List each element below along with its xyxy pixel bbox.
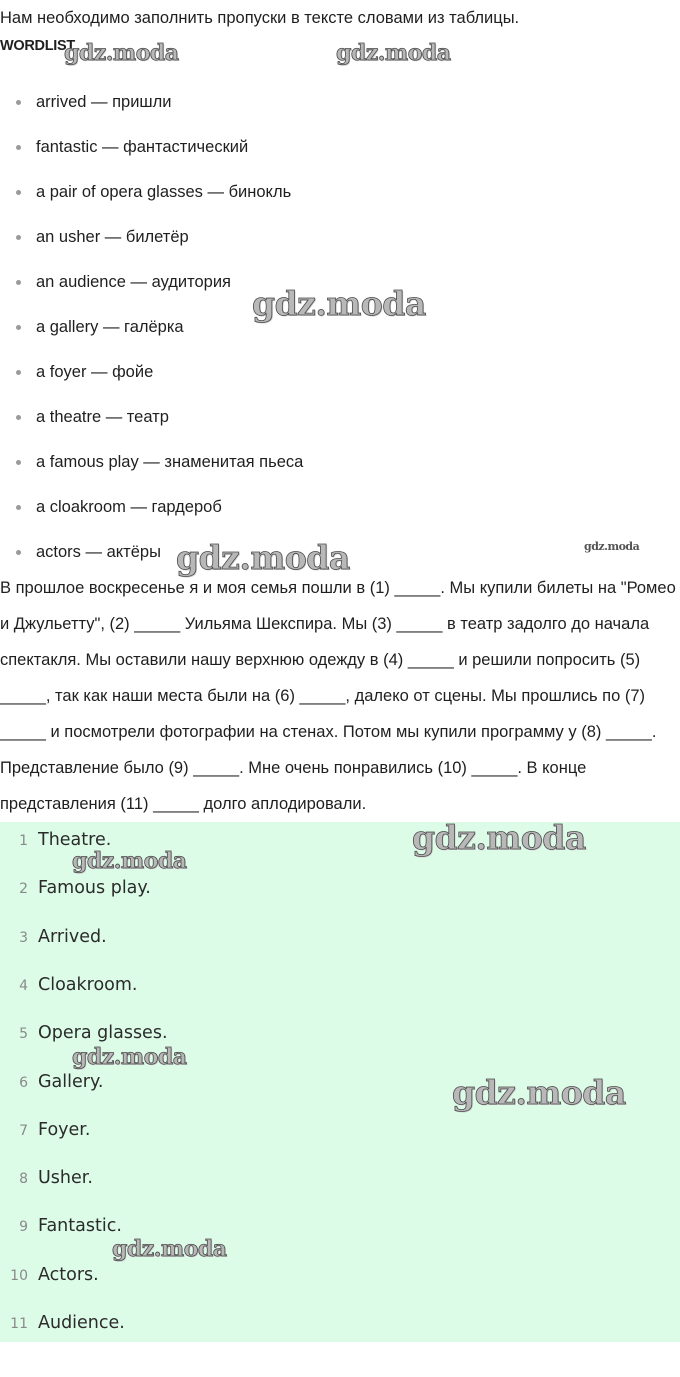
answer-text: Fantastic. [38,1216,122,1236]
vocab-text: arrived — пришли [36,93,172,111]
answer-text: Usher. [38,1168,93,1188]
answer-item [0,1017,168,1049]
answer-number: 10 [10,1268,28,1284]
vocab-text: a gallery — галёрка [36,318,184,336]
answer-number: 5 [19,1026,28,1042]
answer-text: Cloakroom. [38,975,138,995]
answer-item [0,1162,93,1194]
bullet-icon [16,235,21,240]
vocab-item [0,260,680,305]
watermark-logo: gdz.moda [252,284,426,323]
answer-text: Gallery. [38,1072,104,1092]
vocab-text: a pair of opera glasses — бинокль [36,183,292,201]
answer-number: 7 [19,1123,28,1139]
bullet-icon [16,325,21,330]
answer-number: 9 [19,1219,28,1235]
answer-number: 11 [10,1316,28,1332]
watermark-logo: gdz.moda [452,1073,626,1112]
watermark-logo: gdz.moda [336,40,451,66]
vocab-item [0,485,680,530]
bullet-icon [16,145,21,150]
answer-item [0,969,137,1001]
bullet-icon [16,190,21,195]
answer-text: Foyer. [38,1120,91,1140]
answer-item [0,1066,103,1098]
task-instruction: Нам необходимо заполнить пропуски в тексте словами из таблицы. [0,9,520,27]
vocabulary-list [0,80,680,575]
vocab-text: a cloakroom — гардероб [36,498,222,516]
vocab-item [0,125,680,170]
answer-text: Actors. [38,1265,99,1285]
answer-number: 4 [19,978,28,994]
vocab-text: an audience — аудитория [36,273,231,291]
bullet-icon [16,100,21,105]
vocab-text: fantastic — фантастический [36,138,249,156]
watermark-logo: gdz.moda [64,40,179,66]
watermark-logo: gdz.moda [72,848,187,874]
vocab-item [0,350,680,395]
vocab-item [0,530,680,575]
watermark-logo: gdz.moda [112,1236,227,1262]
answer-text: Famous play. [38,878,151,898]
watermark-logo: gdz.moda [176,538,350,577]
vocab-item [0,215,680,260]
answer-item [0,1210,122,1242]
answer-item [0,1259,99,1291]
vocab-text: actors — актёры [36,543,161,561]
vocab-item [0,170,680,215]
answer-item [0,1307,125,1339]
bullet-icon [16,550,21,555]
watermark-logo: gdz.moda [584,540,640,553]
vocab-item [0,80,680,125]
vocab-text: a foyer — фойе [36,363,154,381]
story-text: В прошлое воскресенье я и моя семья пошли в (1) _____. Мы купили билеты на "Ромео и Джульетту", (2) _____ Уильяма Шекспира. Мы (3) _____ в театр задолго до начала спектакля. Мы оставили нашу верхнюю одежду в (4) _____ и решили попросить (5) _____, так как наши места были на (6) _____, далеко от сцены. Мы прошлись по (7) _____ и посмотрели фотографии на стенах. Потом мы купили программу у (8) _____. Представление было (9) _____. Мне очень понравились (10) _____. В конце представления (11) _____ долго аплодировали. [0,579,676,813]
answer-text: Theatre. [38,830,112,850]
vocab-item [0,440,680,485]
vocab-item [0,305,680,350]
wordlist-heading: WORDLIST [0,38,75,54]
watermark-logo: gdz.moda [412,818,586,857]
vocab-text: an usher — билетёр [36,228,189,246]
answer-text: Audience. [38,1313,125,1333]
vocab-text: a theatre — театр [36,408,169,426]
answer-item [0,872,151,904]
answer-number: 3 [19,930,28,946]
bullet-icon [16,415,21,420]
bullet-icon [16,370,21,375]
answer-text: Opera glasses. [38,1023,168,1043]
bullet-icon [16,505,21,510]
bullet-icon [16,460,21,465]
answer-item [0,921,107,953]
answer-number: 8 [19,1171,28,1187]
bullet-icon [16,280,21,285]
vocab-item [0,395,680,440]
answer-list [0,822,680,1342]
vocab-text: a famous play — знаменитая пьеса [36,453,304,471]
answer-number: 6 [19,1075,28,1091]
answer-item [0,824,111,856]
answer-number: 1 [19,833,28,849]
answer-number: 2 [19,881,28,897]
watermark-logo: gdz.moda [72,1044,187,1070]
answer-item [0,1114,90,1146]
answer-text: Arrived. [38,927,107,947]
